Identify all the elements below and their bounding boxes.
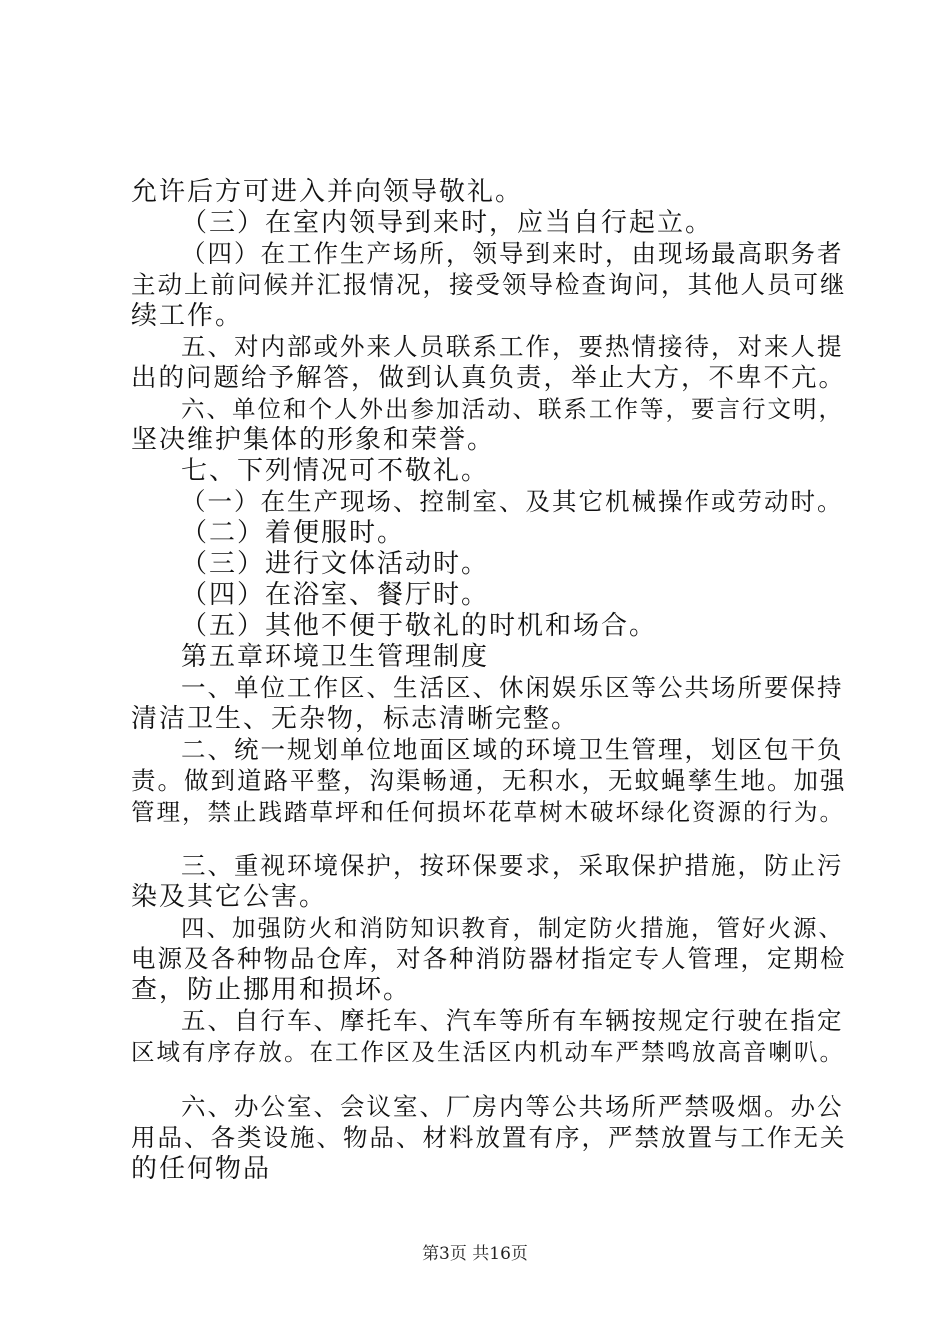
text-line: 四、加强防火和消防知识教育，制定防火措施，管好火源、 — [181, 914, 844, 942]
text-line: 染及其它公害。 — [131, 882, 328, 912]
text-line: 的任何物品 — [131, 1154, 272, 1184]
text-line: （三）在室内领导到来时，应当自行起立。 — [181, 208, 714, 238]
page-number-footer: 第3页 共16页 — [422, 1244, 528, 1264]
text-line: 一、单位工作区、生活区、休闲娱乐区等公共场所要保持 — [181, 673, 844, 702]
text-line: 区域有序存放。在工作区及生活区内机动车严禁鸣放高音喇叭。 — [131, 1038, 845, 1066]
chapter-heading: 第五章环境卫生管理制度 — [181, 642, 490, 672]
text-line: （四）在工作生产场所，领导到来时，由现场最高职务者 — [181, 239, 844, 268]
text-line: 电源及各种物品仓库，对各种消防器材指定专人管理，定期检 — [131, 944, 847, 973]
text-line: 管理，禁止践踏草坪和任何损坏花草树木破坏绿化资源的行为。 — [131, 798, 845, 826]
text-line: （二）着便服时。 — [181, 518, 406, 548]
text-line: 六、办公室、会议室、厂房内等公共场所严禁吸烟。办公 — [181, 1092, 844, 1121]
text-line: 主动上前问候并汇报情况，接受领导检查询问，其他人员可继 — [131, 270, 847, 299]
text-line: 五、对内部或外来人员联系工作，要热情接待，对来人提 — [181, 332, 844, 361]
text-line: 七、下列情况可不敬礼。 — [181, 456, 490, 486]
text-line: （一）在生产现场、控制室、及其它机械操作或劳动时。 — [181, 487, 844, 516]
text-line: 出的问题给予解答，做到认真负责，举止大方，不卑不亢。 — [131, 363, 847, 393]
text-line: 坚决维护集体的形象和荣誉。 — [131, 425, 496, 455]
text-line: 六、单位和个人外出参加活动、联系工作等，要言行文明， — [181, 395, 844, 423]
text-line: 用品、各类设施、物品、材料放置有序，严禁放置与工作无关 — [131, 1123, 847, 1152]
text-line: 三、重视环境保护，按环保要求，采取保护措施，防止污 — [181, 851, 844, 880]
text-line: 五、自行车、摩托车、汽车等所有车辆按规定行驶在指定 — [181, 1006, 844, 1035]
text-line: 续工作。 — [131, 301, 244, 331]
text-line: （三）进行文体活动时。 — [181, 549, 490, 579]
text-line: （四）在浴室、餐厅时。 — [181, 580, 490, 610]
text-line: 查，防止挪用和损坏。 — [131, 975, 412, 1005]
text-line: 责。做到道路平整，沟渠畅通，无积水，无蚊蝇孳生地。加强 — [131, 766, 847, 795]
text-line: （五）其他不便于敬礼的时机和场合。 — [181, 611, 658, 641]
text-line: 二、统一规划单位地面区域的环境卫生管理，划区包干负 — [181, 735, 844, 764]
text-line: 允许后方可进入并向领导敬礼。 — [131, 177, 524, 207]
text-line: 清洁卫生、无杂物，标志清晰完整。 — [131, 704, 580, 734]
